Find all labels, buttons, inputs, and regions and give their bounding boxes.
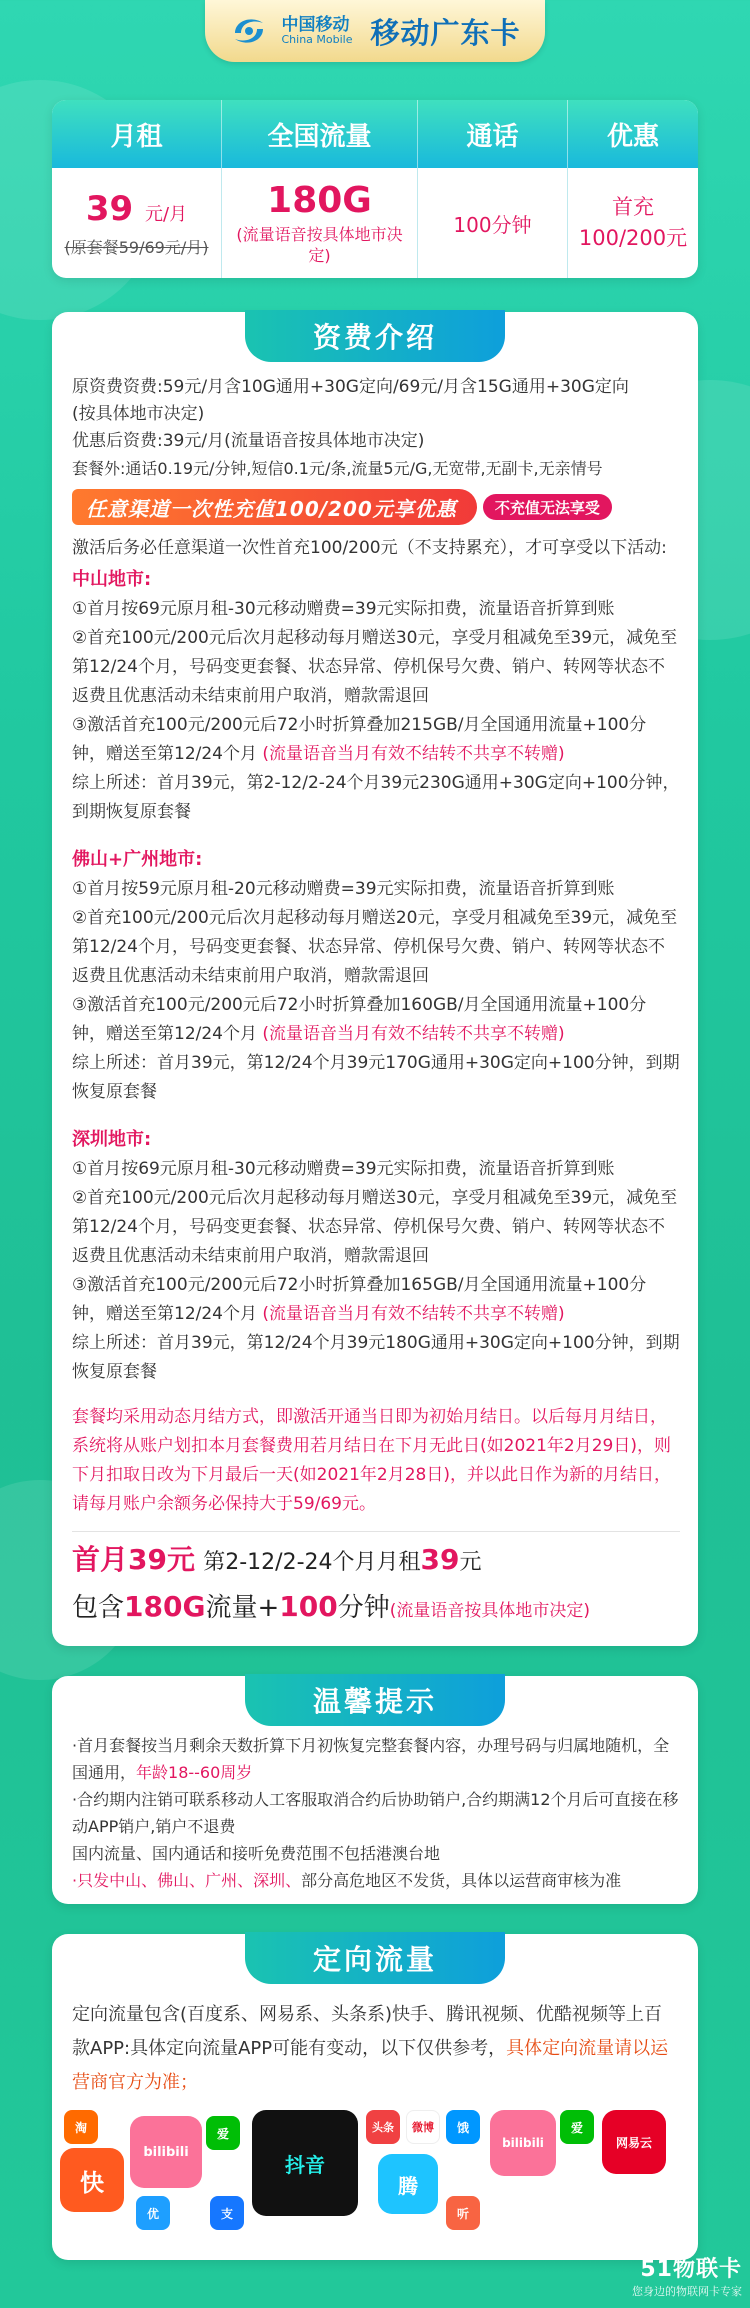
tip-line: 国内流量、国内通话和接听免费范围不包括港澳台地 (72, 1844, 441, 1863)
flow-cell (222, 168, 418, 278)
header-promo: 优惠 (606, 121, 659, 152)
price-table (52, 100, 698, 278)
header-flow: 全国流量 (222, 100, 418, 168)
summary-rent-value: 39 (420, 1543, 460, 1576)
foshan-summary: 综上所述：首月39元，第12/24个月39元170G通用+30G定向+100分钟，到期恢复原套餐 (72, 1053, 680, 1102)
watermark-brand: 51物联卡 (640, 2257, 742, 2282)
promo-cell (568, 168, 698, 278)
eleme-icon: 饿 (446, 2110, 480, 2144)
foshan-bonus: ③激活首充100元/200元后72小时折算叠加160GB/月全国通用流量+100分钟，赠送至第12/24个月 (72, 995, 647, 1044)
foshan-line: ①首月按59元原月租-20元移动赠费=39元实际扣费，流量语音折算到账 (72, 879, 615, 899)
youku-icon: 优 (136, 2196, 170, 2230)
rent-cell (52, 168, 222, 278)
recharge-banner-tag: 不充值无法享受 (483, 494, 612, 520)
intro-line: 套餐外:通话0.19元/分钟,短信0.1元/条,流量5元/G,无宽带,无副卡,无亲情号 (72, 459, 603, 478)
brand-cn: 中国移动 (281, 14, 350, 35)
summary-flow-label: 流量+ (205, 1593, 280, 1623)
summary-include: 包含 (72, 1593, 125, 1623)
ximalaya-icon: 听 (446, 2196, 480, 2230)
shenzhen-bonus-note: (流量语音当月有效不结转不共享不转赠) (262, 1304, 565, 1324)
tips-card (52, 1676, 698, 1904)
rent-value: 39 (85, 188, 134, 229)
summary-line-2 (72, 1585, 680, 1633)
shenzhen-bonus: ③激活首充100元/200元后72小时折算叠加165GB/月全国通用流量+100分钟，赠送至第12/24个月 (72, 1275, 647, 1324)
intro-line: (按具体地市决定) (72, 404, 205, 424)
directed-card-title: 定向流量 (245, 1932, 505, 1984)
foshan-head: 佛山+广州地市: (72, 849, 203, 870)
page-title: 移动广东卡 (370, 15, 521, 50)
foshan-line (72, 991, 680, 1049)
zhongshan-summary: 综上所述：首月39元，第2-12/2-24个月39元230G通用+30G定向+100分钟，到期恢复原套餐 (72, 773, 680, 822)
settlement-note: 套餐均采用动态月结方式，即激活开通当日即为初始月结日。以后每月月结日，系统将从账户划扣本月套餐费用若月结日在下月无此日(如2021年2月29日)，则下月扣取日改为下月最后一天(如2021年2月28日)，并以此日作为新的月结日，请每月账户余额务必保持大于59/69元。 (72, 1407, 671, 1514)
summary-note: (流量语音按具体地市决定) (389, 1601, 590, 1621)
rent-original: (原套餐59/69元/月) (64, 237, 209, 257)
shenzhen-line (72, 1271, 680, 1329)
divider (72, 1531, 680, 1532)
kuaishou-icon: 快 (60, 2148, 124, 2212)
weibo-icon: 微博 (406, 2110, 440, 2144)
price-table-body (52, 168, 698, 278)
shenzhen-head: 深圳地市: (72, 1129, 152, 1150)
header-banner (205, 0, 545, 62)
flow-note: (流量语音按具体地市决定) (236, 224, 403, 265)
alipay-icon: 支 (210, 2196, 244, 2230)
directed-flow-card (52, 1934, 698, 2260)
brand-text (281, 16, 352, 47)
watermark-slogan: 您身边的物联网卡专家 (632, 2285, 742, 2298)
header-rent: 月租 (52, 100, 222, 168)
zhongshan-bonus: ③激活首充100元/200元后72小时折算叠加215GB/月全国通用流量+100分钟，赠送至第12/24个月 (72, 715, 647, 764)
douyin-icon: 抖音 (252, 2110, 358, 2216)
activation-text: 激活后务必任意渠道一次性首充100/200元（不支持累充），才可享受以下活动: (72, 538, 667, 558)
flow-value: 180G (267, 179, 372, 221)
directed-text (72, 1998, 680, 2100)
iqiyi-icon: 爱 (560, 2110, 594, 2144)
call-cell (418, 168, 568, 278)
rent-unit: 元/月 (145, 203, 188, 225)
fee-card-title: 资费介绍 (245, 310, 505, 362)
summary-minutes: 100 (279, 1590, 338, 1623)
watermark (632, 2252, 742, 2299)
tencent-video-icon: 腾 (378, 2154, 438, 2214)
tip-text: ·首月套餐按当月剩余天数折算下月初恢复完整套餐内容，办理号码与归属地随机，全国通用， (72, 1736, 670, 1782)
zhongshan-line: ②首充100元/200元后次月起移动每月赠送30元，享受月租减免至39元，减免至第12/24个月，号码变更套餐、状态异常、停机保号欠费、销户、转网等状态不返费且优惠活动未结束前用户取消，赠款需退回 (72, 628, 678, 706)
app-icon-grid (60, 2110, 690, 2240)
directed-desc: 定向流量包含(百度系、网易系、头条系)快手、腾讯视频、优酷视频等上百款APP:具体定向流量APP可能有变动，以下仅供参考， (72, 2004, 663, 2059)
china-mobile-logo-icon (229, 11, 269, 51)
intro-line: 优惠后资费:39元/月(流量语音按具体地市决定) (72, 431, 425, 451)
shenzhen-line: ①首月按69元原月租-30元移动赠费=39元实际扣费，流量语音折算到账 (72, 1159, 615, 1179)
rent-price (86, 189, 187, 229)
iqiyi-icon: 爱 (206, 2116, 240, 2150)
tip-line (72, 1867, 680, 1894)
foshan-bonus-note: (流量语音当月有效不结转不共享不转赠) (262, 1024, 565, 1044)
brand-en: China Mobile (281, 33, 353, 47)
taobao-icon: 淘 (64, 2110, 98, 2144)
foshan-line: ②首充100元/200元后次月起移动每月赠送20元，享受月租减免至39元，减免至第12/24个月，号码变更套餐、状态异常、停机保号欠费、销户、转网等状态不返费且优惠活动未结束前用户取消，赠款需退回 (72, 908, 678, 986)
netease-music-icon: 网易云 (602, 2110, 666, 2174)
toutiao-icon: 头条 (366, 2110, 400, 2144)
call-value: 100分钟 (453, 212, 532, 237)
zhongshan-bonus-note: (流量语音当月有效不结转不共享不转赠) (262, 744, 565, 764)
summary-line-1 (72, 1538, 680, 1585)
tip-line (72, 1732, 680, 1786)
price-table-header (52, 100, 698, 168)
bilibili-icon: bilibili (130, 2116, 202, 2188)
promo-value: 首充100/200元 (578, 194, 688, 250)
bilibili-icon: bilibili (490, 2110, 556, 2176)
shenzhen-summary: 综上所述：首月39元，第12/24个月39元180G通用+30G定向+100分钟，到期恢复原套餐 (72, 1333, 680, 1382)
fee-card (52, 312, 698, 1646)
zhongshan-line (72, 711, 680, 769)
tip-text: 部分高危地区不发货，具体以运营商审核为准 (301, 1871, 622, 1890)
summary-period: 第2-12/2-24个月月租 (203, 1550, 421, 1575)
tip-cities: ·只发中山、佛山、广州、深圳、 (72, 1871, 302, 1890)
intro-line: 原资费资费:59元/月含10G通用+30G定向/69元/月含15G通用+30G定向 (72, 377, 629, 397)
tips-card-content (72, 1732, 680, 1894)
header-call: 通话 (418, 100, 568, 168)
recharge-banner-main: 任意渠道一次性充值100/200元享优惠 (72, 489, 477, 525)
summary-rent-unit: 元 (459, 1550, 482, 1575)
shenzhen-line: ②首充100元/200元后次月起移动每月赠送30元，享受月租减免至39元，减免至第12/24个月，号码变更套餐、状态异常、停机保号欠费、销户、转网等状态不返费且优惠活动未结束前用户取消，赠款需退回 (72, 1188, 678, 1266)
summary-flow: 180G (124, 1590, 206, 1623)
recharge-banner (72, 488, 680, 526)
summary-first-month: 首月39元 (72, 1543, 195, 1576)
tip-age: 年龄18--60周岁 (136, 1763, 253, 1782)
directed-card-content (72, 1998, 680, 2100)
tips-card-title: 温馨提示 (245, 1674, 505, 1726)
zhongshan-head: 中山地市: (72, 569, 152, 590)
zhongshan-line: ①首月按69元原月租-30元移动赠费=39元实际扣费，流量语音折算到账 (72, 599, 615, 619)
tip-line: ·合约期内注销可联系移动人工客服取消合约后协助销户,合约期满12个月后可直接在移动APP销户,销户不退费 (72, 1790, 679, 1836)
fee-card-content (72, 374, 680, 1633)
directed-disclaimer: 具体定向流量请以运营商官方为准； (72, 2038, 669, 2093)
summary-minutes-unit: 分钟 (337, 1593, 390, 1623)
